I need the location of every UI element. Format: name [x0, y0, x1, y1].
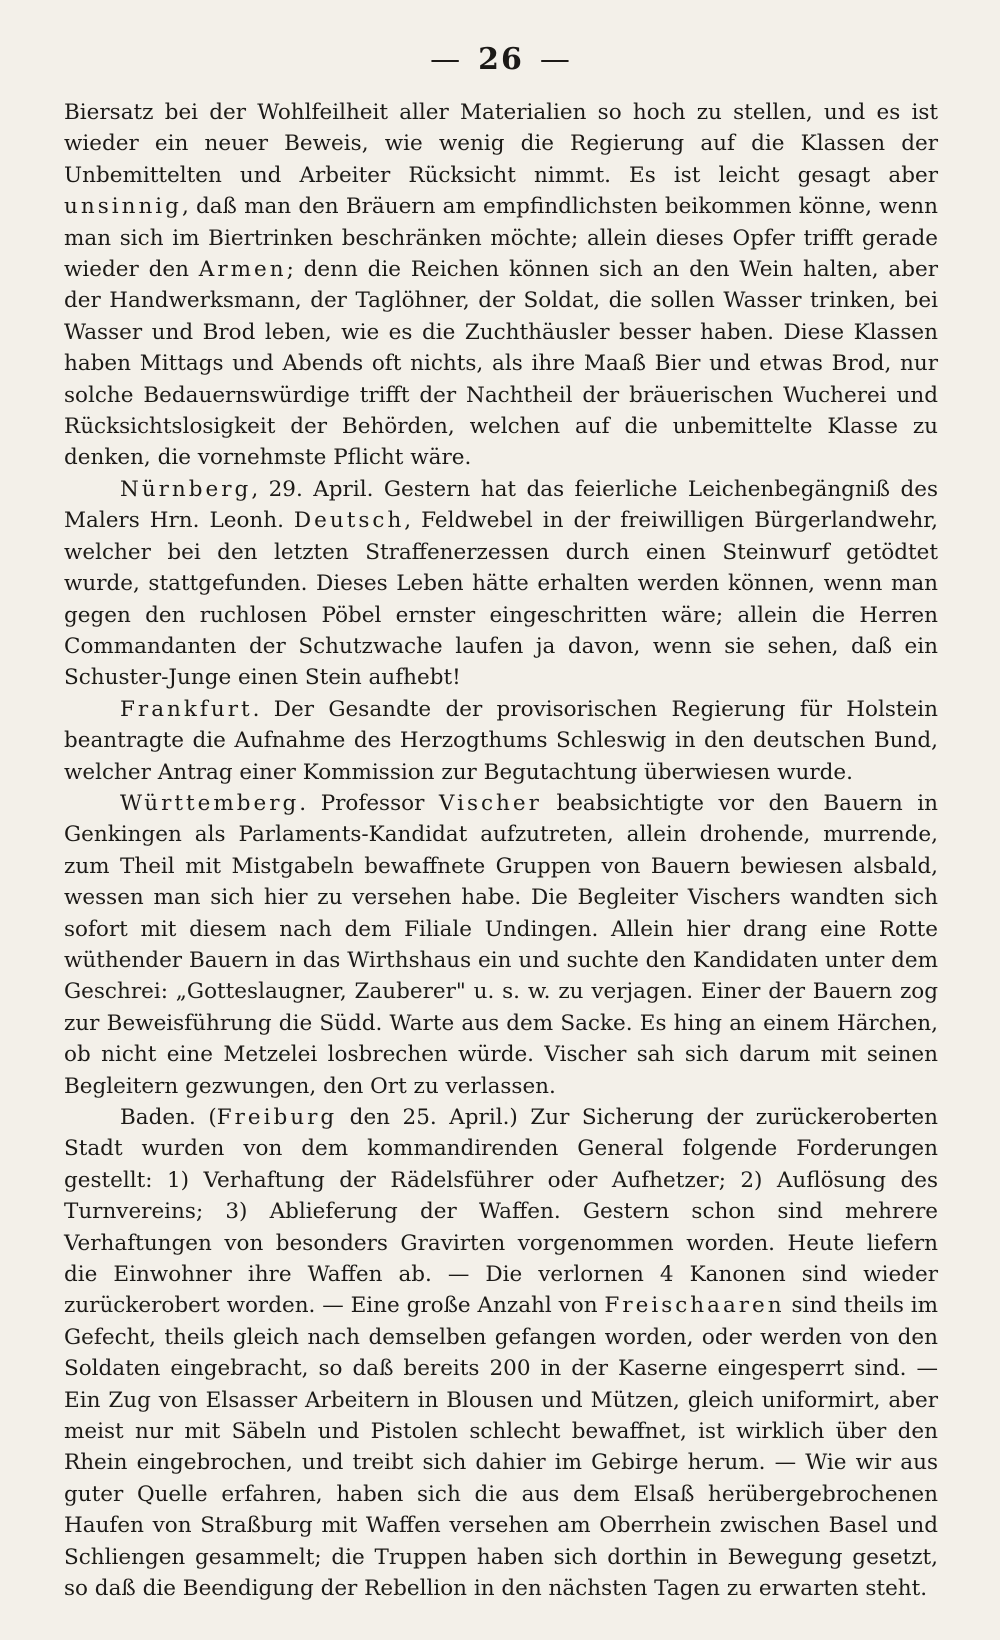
emphasized-text: Deutsch — [293, 508, 405, 534]
text-run: . Der Gesandte der provisorischen Regierung für Holstein beantragte die Aufnahme des Herzogthums Schleswig in den deutschen Bund, welcher Antrag einer Kommission zur Begutachtung überwiesen wurde. — [64, 696, 938, 785]
emphasized-text: Freischaaren — [604, 1293, 785, 1319]
emphasized-text: Armen — [198, 257, 287, 283]
article-body — [64, 97, 938, 1605]
page-number-dash-left: — — [430, 42, 463, 77]
text-run: Biersatz bei der Wohlfeilheit aller Materialien so hoch zu stellen, und es ist wieder ein neuer Beweis, wie wenig die Regierung auf die Klassen der Unbemittelten und Arbeiter Rücksicht nimmt. Es ist leicht gesagt aber — [64, 100, 938, 188]
text-run: . Professor — [299, 790, 439, 816]
paragraph — [64, 694, 938, 788]
page-number — [64, 42, 938, 77]
text-run: , daß man den Bräuern am empfindlichsten beikommen könne, wenn man sich im Biertrinken beschränken möchte; allein dieses Opfer trifft gerade wieder den — [64, 194, 938, 283]
emphasized-text: Frankfurt — [120, 696, 253, 722]
emphasized-text: unsinnig — [64, 194, 182, 220]
paragraph — [64, 474, 938, 694]
text-run: sind theils im Gefecht, theils gleich nach demselben gefangen worden, oder werden von den Soldaten eingebracht, so daß bereits 200 in der Kaserne eingesperrt sind. — Ein Zug von Elsasser Arbeitern in Blousen und Mützen, gleich uniformirt, aber meist nur mit Säbeln und Pistolen schlecht bewaffnet, ist wirklich über den Rhein eingebrochen, und treibt sich dahier im Gebirge herum. — Wie wir aus guter Quelle erfahren, haben sich die aus dem Elsaß herübergebrochenen Haufen von Straßburg mit Waffen versehen am Oberrhein zwischen Basel und Schliengen gesammelt; die Truppen haben sich dorthin in Bewegung gesetzt, so daß die Beendigung der Rebellion in den nächsten Tagen zu erwarten steht. — [64, 1293, 938, 1602]
text-run: beabsichtigte vor den Bauern in Genkingen als Parlaments-Kandidat aufzutreten, allein drohende, murrende, zum Theil mit Mistgabeln bewaffnete Gruppen von Bauern bewiesen alsbald, wessen man sich hier zu versehen habe. Die Begleiter Vischers wandten sich sofort mit diesem nach dem Filiale Undingen. Allein hier drang eine Rotte wüthender Bauern in das Wirthshaus ein und suchte den Kandidaten unter dem Geschrei: „Gotteslaugner, Zauberer" u. s. w. zu verjagen. Einer der Bauern zog zur Beweisführung die Südd. Warte aus dem Sacke. Es hing an einem Härchen, ob nicht eine Metzelei losbrechen würde. Vischer sah sich darum mit seinen Begleitern gezwungen, den Ort zu verlassen. — [64, 790, 938, 1099]
paragraph — [64, 788, 938, 1102]
emphasized-text: Nürnberg — [120, 476, 252, 502]
page-number-dash-right: — — [539, 42, 572, 77]
emphasized-text: Württemberg — [120, 790, 300, 816]
emphasized-text: Freiburg — [216, 1105, 338, 1130]
text-run: ; denn die Reichen können sich an den Wein halten, aber der Handwerksmann, der Taglöhner, der Soldat, die sollen Wasser trinken, bei Wasser und Brod leben, wie es die Zuchthäusler besser haben. Diese Klassen haben Mittags und Abends oft nichts, als ihre Maaß Bier und etwas Brod, nur solche Bedauernswürdige trifft der Nachtheil der bräuerischen Wucherei und Rücksichtslosigkeit der Behörden, welchen auf die unbemittelte Klasse zu denken, die vornehmste Pflicht wäre. — [64, 257, 938, 471]
page-number-value: 26 — [478, 42, 524, 77]
text-run: , 29. April. Gestern hat das feierliche Leichenbegängniß des Malers Hrn. Leonh. — [64, 476, 938, 534]
text-run: , Feldwebel in der freiwilligen Bürgerlandwehr, welcher bei den letzten Straffenerzessen durch einen Steinwurf getödtet wurde, stattgefunden. Dieses Leben hätte erhalten werden können, wenn man gegen den ruchlosen Pöbel ernster eingeschritten wäre; allein die Herren Commandanten der Schutzwache laufen ja davon, wenn sie sehen, daß ein Schuster-Junge einen Stein aufhebt! — [64, 508, 938, 691]
emphasized-text: Vischer — [438, 790, 542, 816]
text-run: den 25. April.) Zur Sicherung der zurückeroberten Stadt wurden von dem kommandirenden General folgende Forderungen gestellt: 1) Verhaftung der Rädelsführer oder Aufhetzer; 2) Auflösung des Turnvereins; 3) Ablieferung der Waffen. Gestern schon sind mehrere Verhaftungen von besonders Gravirten vorgenommen worden. Heute liefern die Einwohner ihre Waffen ab. — Die verlornen 4 Kanonen sind wieder zurückerobert worden. — Eine große Anzahl von — [64, 1105, 938, 1319]
text-run: Baden. ( — [120, 1105, 217, 1130]
paragraph — [64, 1102, 938, 1605]
paragraph — [64, 97, 938, 474]
